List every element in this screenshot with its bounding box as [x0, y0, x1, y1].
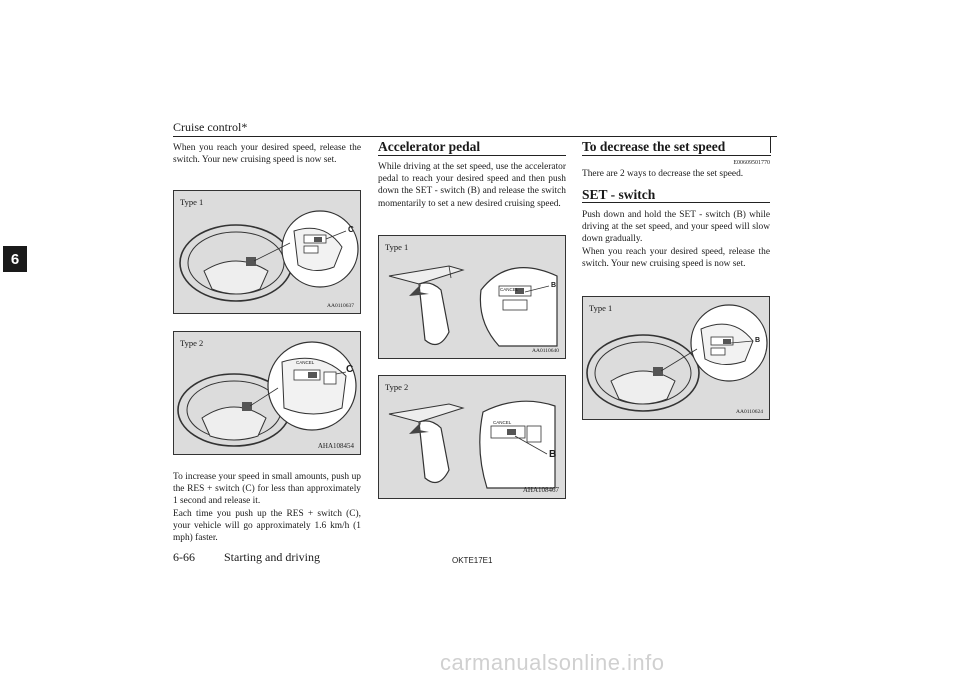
footer-doc-code: OKTE17E1 [452, 556, 493, 565]
footer-section-title: Starting and driving [224, 550, 320, 564]
figure-callout: B [551, 282, 557, 289]
col3-body-paragraph-2: When you reach your desired speed, release the switch. Your new cruising speed is now set. [582, 247, 770, 270]
accelerator-pedal-illustration [379, 376, 566, 499]
figure-code: AHA108454 [317, 442, 354, 450]
steering-wheel-illustration [583, 297, 770, 420]
col3-body-paragraph-1: Push down and hold the SET - switch (B) while driving at the set speed, and your speed will slow down gradually. [582, 210, 770, 245]
col3-intro-paragraph: There are 2 ways to decrease the set speed. [582, 169, 744, 179]
heading-box-rule [582, 136, 771, 153]
heading-rule [582, 155, 771, 156]
figure-label: Type 2 [385, 382, 409, 392]
footer-page-number: 6-66 [173, 550, 195, 564]
figure-callout: C [346, 364, 354, 375]
col1-intro-paragraph: When you reach your desired speed, release the switch. Your new cruising speed is now set. [173, 143, 361, 166]
page-header-title: Cruise control* [173, 120, 248, 134]
figure-pedal-type1-set [378, 235, 566, 359]
figure-label: Type 2 [180, 338, 204, 348]
figure-callout: C [348, 225, 354, 234]
figure-callout: B [755, 337, 761, 344]
heading-rule [378, 155, 566, 156]
figure-label: Type 1 [589, 303, 613, 313]
col1-body-paragraph-2: Each time you push up the RES + switch (C), your vehicle will go approximately 1.6 km/h (1 mph) faster. [173, 509, 361, 544]
steering-wheel-illustration [174, 332, 361, 455]
figure-steering-type2-res [173, 331, 361, 455]
steering-wheel-illustration [174, 191, 361, 314]
accelerator-pedal-illustration [379, 236, 566, 359]
col1-body-paragraph-1: To increase your speed in small amounts, push up the RES + switch (C) for less than approximately 1 second and release it. [173, 472, 361, 507]
figure-code: AA0110637 [327, 303, 354, 309]
figure-label: Type 1 [385, 242, 409, 252]
chapter-tab[interactable]: 6 [3, 246, 27, 272]
subheading-rule [582, 202, 770, 203]
section-heading-accelerator-pedal: Accelerator pedal [378, 139, 481, 154]
cancel-switch-label: CANCEL [500, 287, 519, 292]
section-heading-decrease-speed: To decrease the set speed [582, 139, 726, 154]
col2-body-paragraph: While driving at the set speed, use the accelerator pedal to reach your desired speed and then push down the SET - switch (B) and release the switch momentarily to set a new desired cruising speed. [378, 162, 566, 209]
figure-steering-type1-res [173, 190, 361, 314]
section-code: E00609501770 [733, 160, 770, 166]
cancel-switch-label: CANCEL [296, 360, 315, 365]
cancel-switch-label: CANCEL [493, 420, 512, 425]
figure-pedal-type2-set [378, 375, 566, 499]
figure-code: AHA108467 [522, 486, 559, 494]
watermark[interactable]: carmanualsonline.info [440, 650, 665, 675]
subheading-set-switch: SET - switch [582, 187, 656, 202]
figure-label: Type 1 [180, 197, 204, 207]
figure-callout: B [549, 449, 557, 460]
figure-code: AA0110640 [532, 348, 559, 354]
figure-code: AA0110624 [736, 409, 763, 415]
figure-steering-type1-set [582, 296, 770, 420]
